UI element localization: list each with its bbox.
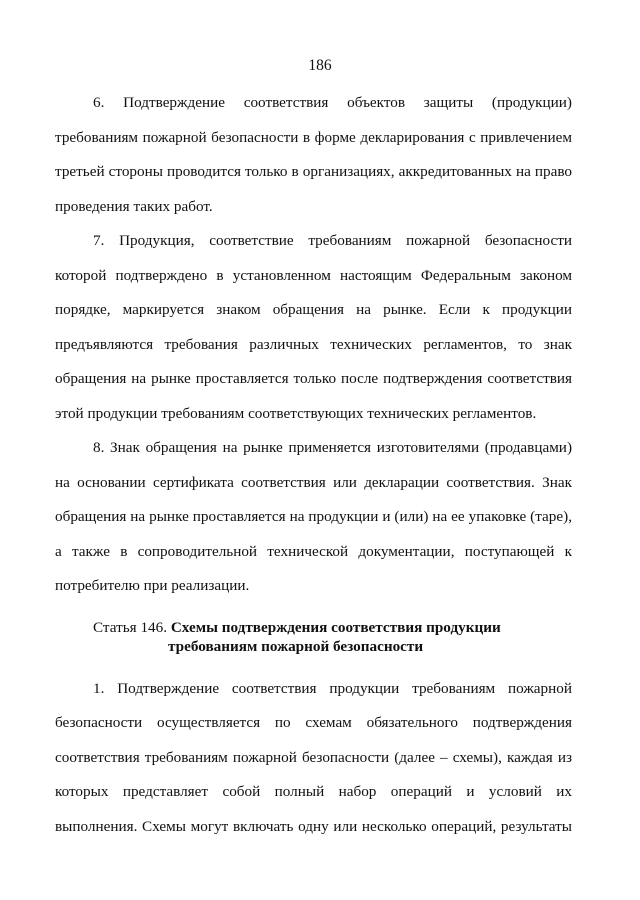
document-body (55, 86, 572, 844)
paragraph-line: третьей стороны проводится только в организациях, аккредитованных на право (55, 163, 572, 180)
paragraph-line: этой продукции требованиям соответствующих технических регламентов. (55, 404, 537, 422)
paragraph-line: 1. Подтверждение соответствия продукции требованиям пожарной (93, 679, 572, 697)
paragraph-line: а также в сопроводительной технической документации, поступающей к (55, 542, 572, 560)
paragraph-line: проведения таких работ. (55, 197, 213, 215)
paragraph-line: требованиям пожарной безопасности в форме декларирования с привлечением (55, 128, 572, 146)
article-paragraph-1 (55, 672, 572, 845)
article-label: Статья 146. (93, 618, 171, 636)
paragraph-line: предъявляются требования различных технических регламентов, то знак (55, 335, 572, 353)
article-heading-line-1 (93, 618, 572, 637)
paragraph-line: 7. Продукция, соответствие требованиям пожарной безопасности (93, 232, 572, 249)
paragraph-8 (55, 431, 572, 604)
paragraph-line: соответствия требованиям пожарной безопасности (далее – схемы), каждая из (55, 748, 572, 766)
paragraph-6 (55, 86, 572, 224)
article-heading (55, 618, 572, 656)
paragraph-line: обращения на рынке проставляется на продукции и (или) на ее упаковке (таре), (55, 508, 572, 525)
article-title: Схемы подтверждения соответствия продукции (170, 618, 501, 636)
paragraph-line: 8. Знак обращения на рынке применяется изготовителями (продавцами) (93, 439, 572, 456)
paragraph-line: выполнения. Схемы могут включать одну или несколько операций, результаты (55, 817, 572, 835)
paragraph-line: безопасности осуществляется по схемам обязательного подтверждения (55, 714, 572, 731)
paragraph-line: потребителю при реализации. (55, 577, 250, 594)
paragraph-line: на основании сертификата соответствия или декларации соответствия. Знак (55, 473, 572, 491)
paragraph-7 (55, 224, 572, 431)
paragraph-line: 6. Подтверждение соответствия объектов защиты (продукции) (93, 94, 572, 111)
paragraph-line: которой подтверждено в установленном настоящим Федеральным законом (55, 266, 572, 284)
paragraph-line: порядке, маркируется знаком обращения на рынке. Если к продукции (55, 301, 572, 318)
article-title-continuation: требованиям пожарной безопасности (168, 637, 424, 655)
paragraph-line: которых представляет собой полный набор операций и условий их (55, 783, 572, 800)
paragraph-line: обращения на рынке проставляется только после подтверждения соответствия (55, 370, 572, 387)
page-number: 186 (308, 57, 332, 74)
